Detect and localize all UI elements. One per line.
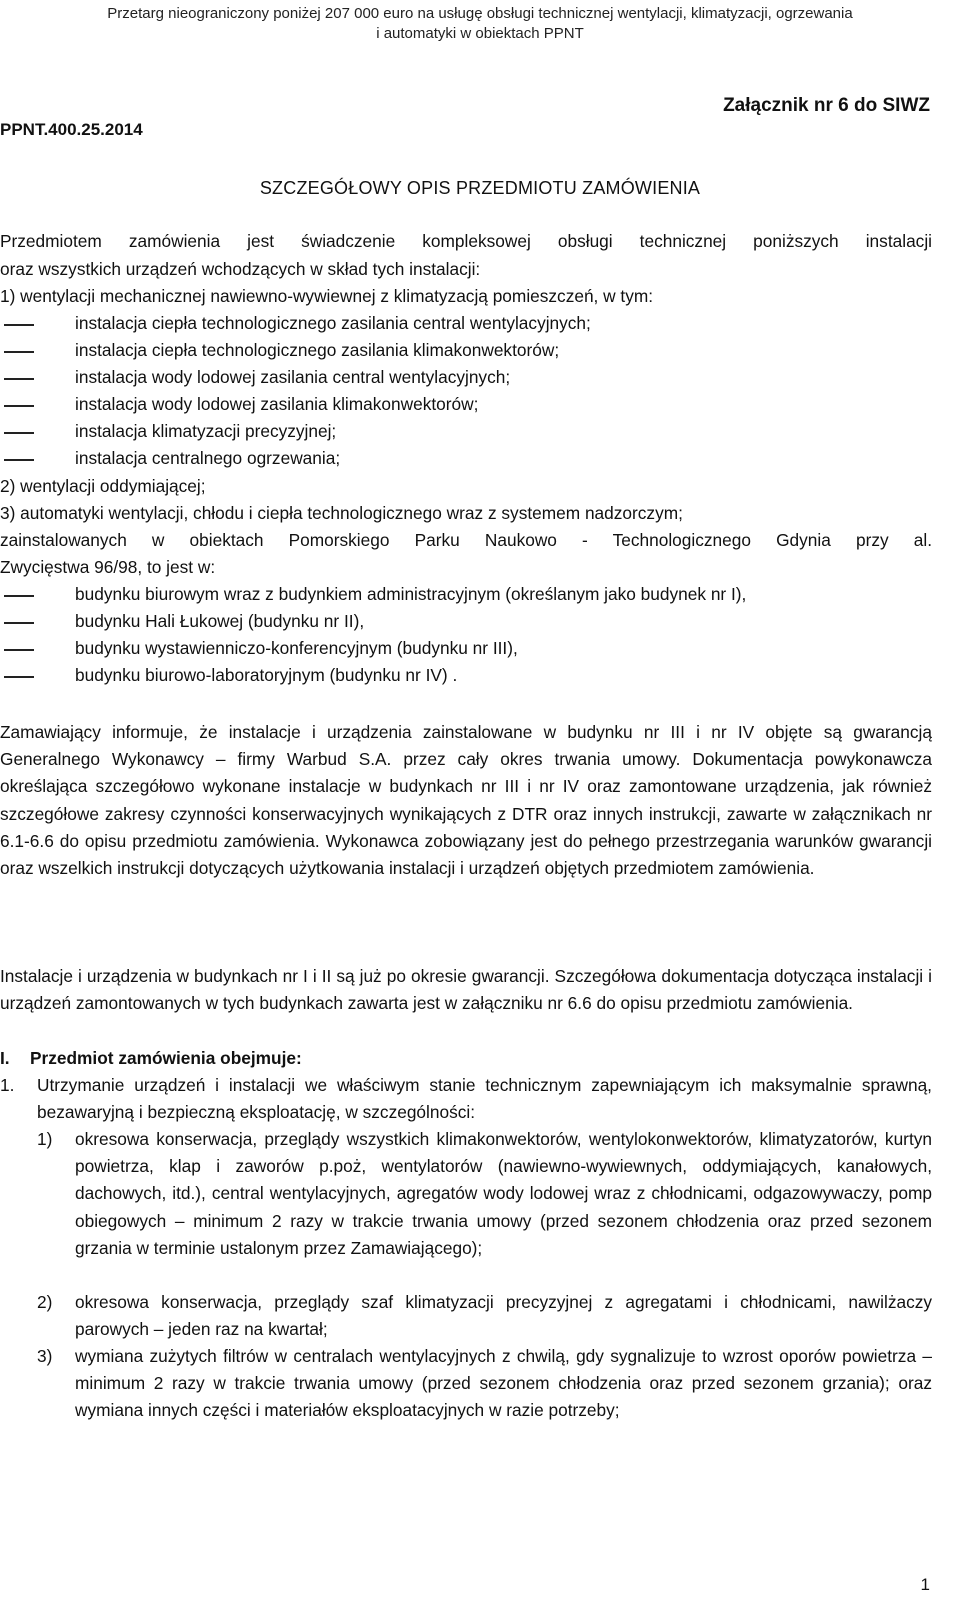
list-item: instalacja klimatyzacji precyzyjnej; [75,421,337,441]
intro-item-3: 3) automatyki wentylacji, chłodu i ciepła technologicznego wraz z systemem nadzorczym; [0,503,683,523]
location-line-2: Zwycięstwa 96/98, to jest w: [0,557,216,577]
subpoint-text: okresowa konserwacja, przeglądy wszystkich klimakonwektorów, wentylokonwektorów, klimatyzatorów, kurtyn powietrza, klap i zaworów p.poż, wentylatorów (nawiewno-wywiewnych, oddymiających, kanałowych, dachowych, itd.), central wentylacyjnych, agregatów wody lodowej wraz z chłodnicami, odgazowywaczy, pomp obiegowych – minimum 2 razy w trakcie trwania umowy (przed sezonem chłodzenia oraz przed sezonem grzania w terminie ustalonym przez Zamawiającego); [75,1129,932,1258]
list-dash [4,378,34,380]
point-text: Utrzymanie urządzeń i instalacji we właściwym stanie technicznym zapewniającym ich maksymalnie sprawną, bezawaryjną i bezpieczną eksploatację, w szczególności: [37,1075,932,1123]
subpoint-text: okresowa konserwacja, przeglądy szaf klimatyzacji precyzyjnej z agregatami i chłodnicami, nawilżaczy parowych – jeden raz na kwartał; [75,1292,932,1340]
building-item: budynku biurowo-laboratoryjnym (budynku nr IV) . [75,665,458,685]
building-item: budynku Hali Łukowej (budynku nr II), [75,611,365,631]
warranty-expired-paragraph: Instalacje i urządzenia w budynkach nr I i II są już po okresie gwarancji. Szczegółowa dokumentacja dotycząca instalacji i urządzeń zamontowanych w tych budynkach zawarta jest w załączniku nr 6.6 do opisu przedmiotu zamówienia. [0,966,932,1014]
page-number: 1 [920,1575,930,1594]
list-item: instalacja wody lodowej zasilania klimakonwektorów; [75,394,479,414]
reference-number: PPNT.400.25.2014 [0,120,143,139]
list-item: instalacja centralnego ogrzewania; [75,448,341,468]
building-item: budynku biurowym wraz z budynkiem administracyjnym (określanym jako budynek nr I), [75,584,747,604]
intro-line-1: Przedmiotem zamówienia jest świadczenie kompleksowej obsługi technicznej poniższych instalacji [0,231,932,251]
building-item: budynku wystawienniczo-konferencyjnym (budynku nr III), [75,638,518,658]
warranty-paragraph: Zamawiający informuje, że instalacje i urządzenia zainstalowane w budynku nr III i nr IV objęte są gwarancją Generalnego Wykonawcy – firmy Warbud S.A. przez cały okres trwania umowy. Dokumentacja powykonawcza określająca szczegółowo wykonane instalacje w budynkach nr III i nr IV oraz zamontowane urządzenia, jak również szczegółowe zakresy czynności konserwacyjnych wynikających z DTR oraz innych instrukcji, zawarte w załącznikach nr 6.1-6.6 do opisu przedmiotu zamówienia. Wykonawca zobowiązany jest do pełnego przestrzegania warunków gwarancji oraz wszelkich instrukcji dotyczących użytkowania instalacji i urządzeń objętych przedmiotem zamówienia. [0,722,932,879]
subpoint-number: 3) [37,1346,53,1366]
list-dash [4,324,34,326]
location-line-1: zainstalowanych w obiektach Pomorskiego Parku Naukowo - Technologicznego Gdynia przy al. [0,530,932,550]
running-header [0,4,960,44]
point-number: 1. [0,1075,15,1095]
list-item: instalacja wody lodowej zasilania central wentylacyjnych; [75,367,511,387]
list-dash [4,676,34,678]
section-number: I. [0,1048,10,1068]
document-title: SZCZEGÓŁOWY OPIS PRZEDMIOTU ZAMÓWIENIA [259,178,701,198]
list-dash [4,432,34,434]
subpoint-text: wymiana zużytych filtrów w centralach wentylacyjnych z chwilą, gdy sygnalizuje to wzrost oporów powietrza – minimum 2 razy w trakcie trwania umowy (przed sezonem chłodzenia oraz przed sezonem grzania); oraz wymiana innych części i materiałów eksploatacyjnych w razie potrzeby; [75,1346,932,1421]
annex-label: Załącznik nr 6 do SIWZ [723,95,930,116]
subpoint-number: 2) [37,1292,53,1312]
header-line-1: Przetarg nieograniczony poniżej 207 000 euro na usługę obsługi technicznej wentylacji, klimatyzacji, ogrzewania [107,5,853,22]
list-dash [4,405,34,407]
subpoint-number: 1) [37,1129,53,1149]
list-dash [4,649,34,651]
list-dash [4,351,34,353]
header-line-2: i automatyki w obiektach PPNT [376,25,584,42]
list-dash [4,459,34,461]
intro-item-1: 1) wentylacji mechanicznej nawiewno-wywiewnej z klimatyzacją pomieszczeń, w tym: [0,286,654,306]
section-heading: Przedmiot zamówienia obejmuje: [30,1048,302,1068]
intro-item-2: 2) wentylacji oddymiającej; [0,476,206,496]
list-item: instalacja ciepła technologicznego zasilania central wentylacyjnych; [75,313,591,333]
list-dash [4,622,34,624]
intro-line-2: oraz wszystkich urządzeń wchodzących w skład tych instalacji: [0,259,481,279]
list-dash [4,595,34,597]
list-item: instalacja ciepła technologicznego zasilania klimakonwektorów; [75,340,560,360]
